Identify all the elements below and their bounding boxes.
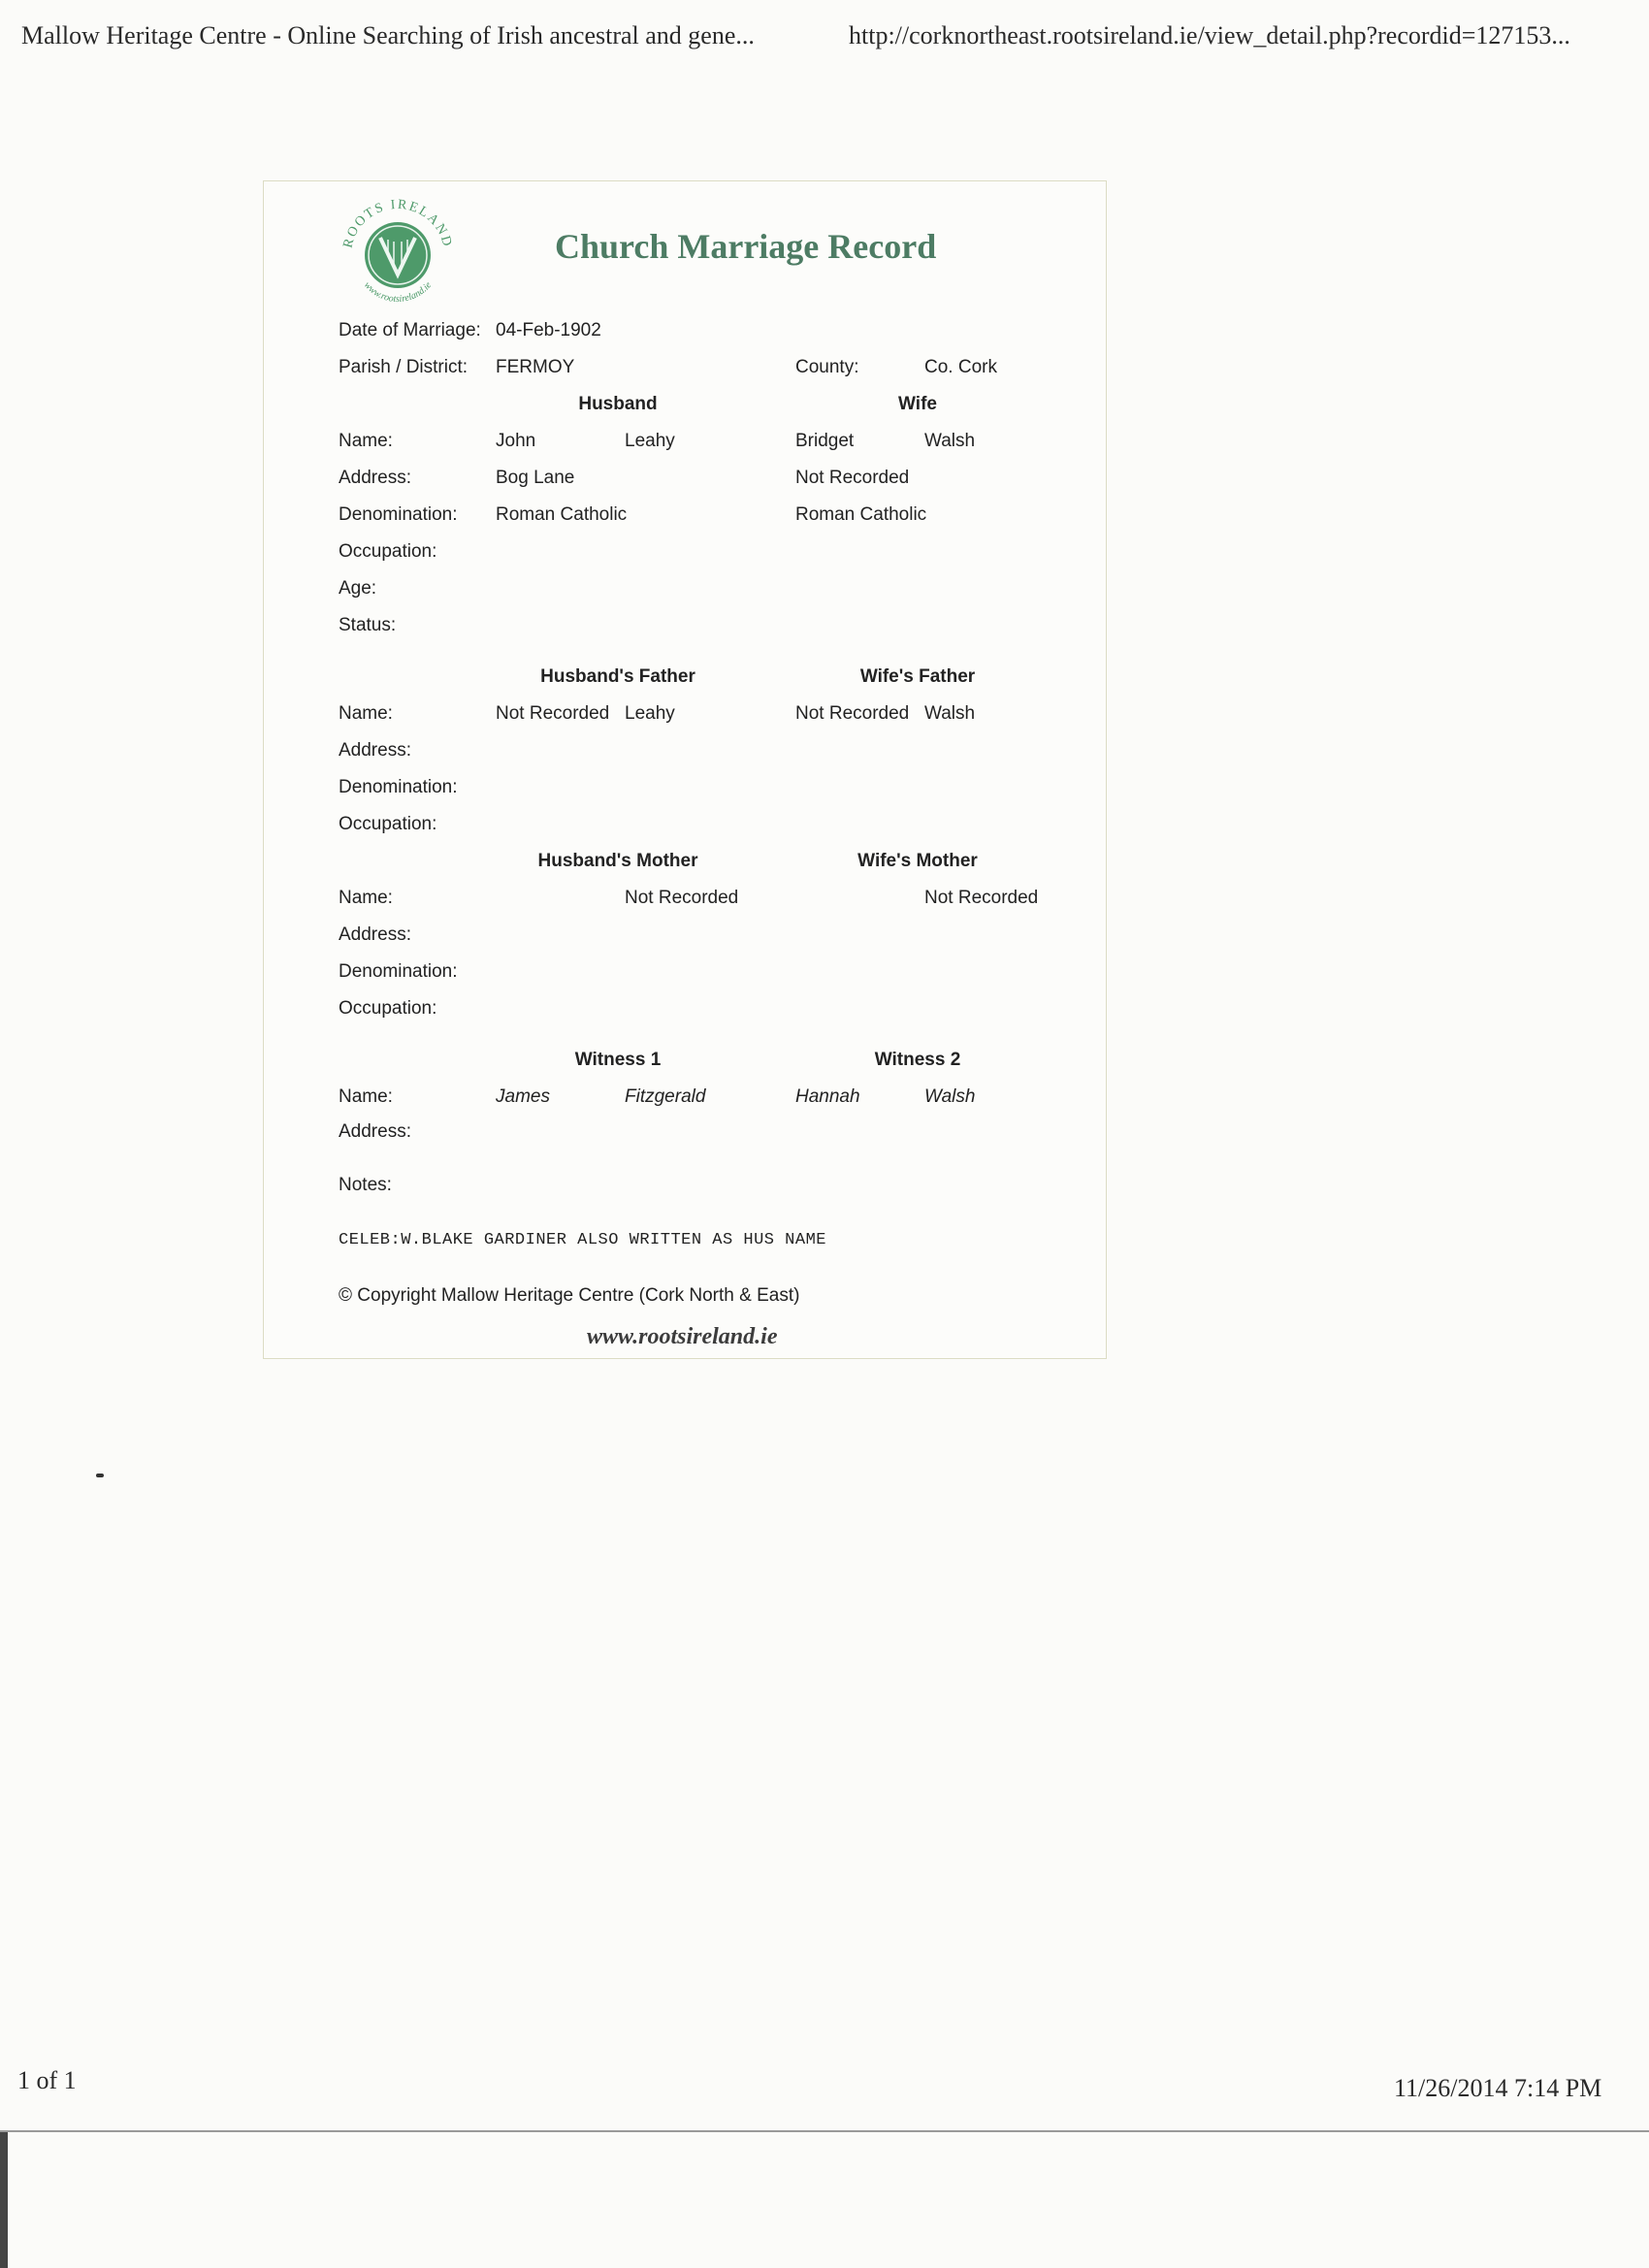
wife-heading: Wife bbox=[898, 394, 937, 414]
witness2-heading: Witness 2 bbox=[874, 1050, 961, 1070]
rootsireland-link[interactable]: www.rootsireland.ie bbox=[587, 1324, 778, 1349]
occupation-label: Occupation: bbox=[339, 814, 437, 834]
husbands-mother-heading: Husband's Mother bbox=[537, 851, 698, 871]
husband-heading: Husband bbox=[578, 394, 658, 414]
name-label: Name: bbox=[339, 1086, 393, 1107]
wife-first-name: Bridget bbox=[795, 431, 855, 451]
wifes-father-heading: Wife's Father bbox=[859, 666, 976, 687]
witness2-first-name: Hannah bbox=[795, 1086, 860, 1107]
logo-ring-text: ROOTS IRELAND bbox=[340, 197, 455, 250]
husband-address: Bog Lane bbox=[496, 468, 575, 488]
print-footer-page-count: 1 of 1 bbox=[17, 2066, 77, 2094]
wife-denomination: Roman Catholic bbox=[795, 504, 927, 525]
notes-label: Notes: bbox=[339, 1175, 392, 1195]
name-label: Name: bbox=[339, 888, 393, 908]
logo-url-text: www.rootsireland.ie bbox=[361, 279, 435, 306]
husband-first-name: John bbox=[496, 431, 536, 451]
status-label: Status: bbox=[339, 615, 397, 635]
record-title: Church Marriage Record bbox=[555, 227, 937, 266]
print-header-url: http://corknortheast.rootsireland.ie/view_detail.php?recordid=127153... bbox=[849, 21, 1570, 49]
county-value: Co. Cork bbox=[924, 357, 997, 377]
wifes-father-first-name: Not Recorded bbox=[795, 703, 910, 724]
address-label: Address: bbox=[339, 924, 411, 945]
husbands-father-surname: Leahy bbox=[625, 703, 675, 724]
copyright-text: © Copyright Mallow Heritage Centre (Cork North & East) bbox=[339, 1285, 800, 1306]
occupation-label: Occupation: bbox=[339, 998, 437, 1019]
denomination-label: Denomination: bbox=[339, 961, 458, 982]
address-label: Address: bbox=[339, 740, 411, 761]
scan-speck bbox=[96, 1474, 104, 1477]
parish-value: FERMOY bbox=[496, 357, 575, 377]
date-of-marriage-value: 04-Feb-1902 bbox=[496, 320, 601, 340]
name-label: Name: bbox=[339, 703, 393, 724]
print-header-title: Mallow Heritage Centre - Online Searching of Irish ancestral and gene... bbox=[21, 21, 755, 49]
scan-page-edge bbox=[0, 2130, 1649, 2132]
husbands-father-heading: Husband's Father bbox=[540, 666, 695, 687]
scan-shadow bbox=[0, 2132, 8, 2268]
witness1-heading: Witness 1 bbox=[574, 1050, 662, 1070]
parish-label: Parish / District: bbox=[339, 357, 469, 377]
wifes-father-surname: Walsh bbox=[924, 703, 976, 724]
roots-ireland-logo bbox=[330, 187, 466, 323]
date-of-marriage-label: Date of Marriage: bbox=[339, 320, 481, 340]
witness1-surname: Fitzgerald bbox=[625, 1086, 706, 1107]
wife-address: Not Recorded bbox=[795, 468, 910, 488]
witness1-first-name: James bbox=[496, 1086, 550, 1107]
husband-surname: Leahy bbox=[625, 431, 675, 451]
name-label: Name: bbox=[339, 431, 393, 451]
husbands-father-first-name: Not Recorded bbox=[496, 703, 610, 724]
notes-text: CELEB:W.BLAKE GARDINER ALSO WRITTEN AS HUS NAME bbox=[339, 1231, 826, 1249]
address-label: Address: bbox=[339, 468, 411, 488]
wifes-mother-surname: Not Recorded bbox=[924, 888, 1039, 908]
print-footer-date: 11/26/2014 7:14 PM bbox=[1394, 2074, 1602, 2102]
wife-surname: Walsh bbox=[924, 431, 976, 451]
husbands-mother-surname: Not Recorded bbox=[625, 888, 739, 908]
county-label: County: bbox=[795, 357, 859, 377]
husband-denomination: Roman Catholic bbox=[496, 504, 628, 525]
address-label: Address: bbox=[339, 1121, 411, 1142]
witness2-surname: Walsh bbox=[924, 1086, 976, 1107]
denomination-label: Denomination: bbox=[339, 777, 458, 797]
wifes-mother-heading: Wife's Mother bbox=[857, 851, 978, 871]
age-label: Age: bbox=[339, 578, 377, 599]
occupation-label: Occupation: bbox=[339, 541, 437, 562]
denomination-label: Denomination: bbox=[339, 504, 458, 525]
marriage-record-card bbox=[263, 180, 1107, 1359]
